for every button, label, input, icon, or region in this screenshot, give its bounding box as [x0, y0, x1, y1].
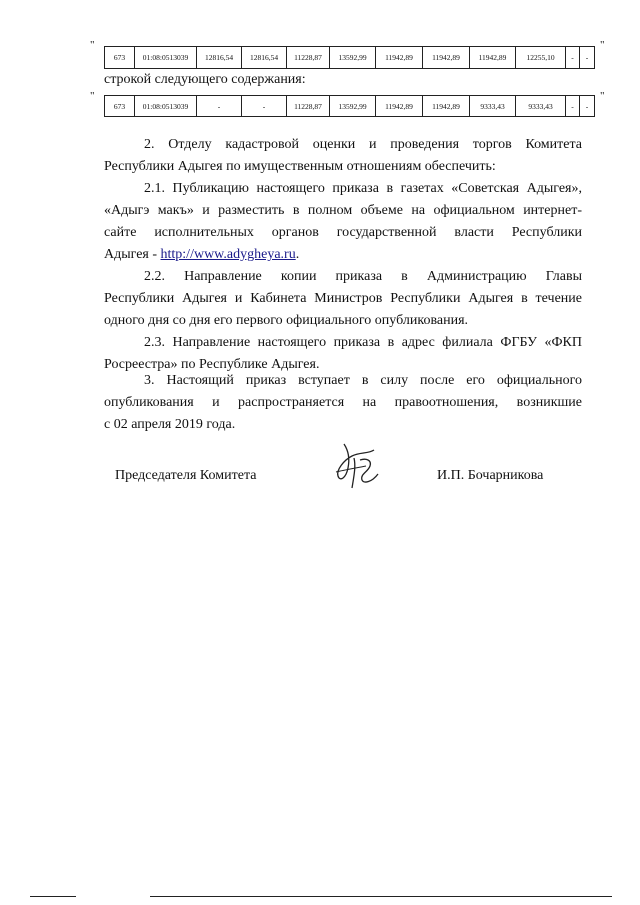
- cell-value: 12816,54: [242, 47, 287, 69]
- cell-cadastral-number: 01:08:0513039: [135, 96, 197, 117]
- section-2: [104, 134, 582, 376]
- paragraph-2-3-line: 2.3. Направление настоящего приказа в адрес филиала ФГБУ «ФКП: [144, 335, 582, 350]
- section-3-line: с 02 апреля 2019 года.: [104, 417, 236, 432]
- cell-value: 11228,87: [287, 47, 330, 69]
- cell-dash: -: [566, 96, 580, 117]
- open-quote-mark: ": [90, 39, 95, 51]
- cell-value: 9333,43: [470, 96, 516, 117]
- section-3-line: 3. Настоящий приказ вступает в силу после его официального: [144, 373, 582, 388]
- paragraph-2-2-line: Республики Адыгея и Кабинета Министров Республики Адыгея в течение: [104, 291, 582, 306]
- close-quote-mark: ": [600, 39, 605, 51]
- signatory-name: И.П. Бочарникова: [437, 468, 544, 483]
- cell-value: 12816,54: [197, 47, 242, 69]
- footer-rule: [30, 896, 76, 897]
- cell-value: 11942,89: [376, 96, 423, 117]
- cell-dash: -: [580, 47, 595, 69]
- cell-value: 12255,10: [516, 47, 566, 69]
- section-3-line: опубликования и распространяется на правоотношения, возникшие: [104, 395, 582, 410]
- handwritten-signature: [330, 436, 390, 496]
- footer-rule: [150, 896, 612, 897]
- table-row-new: [104, 95, 595, 117]
- cell-value: 11942,89: [376, 47, 423, 69]
- section-2-line: 2. Отделу кадастровой оценки и проведения торгов Комитета: [144, 137, 582, 152]
- paragraph-2-3-line: Росреестра» по Республике Адыгея.: [104, 357, 320, 372]
- section-2-line: Республики Адыгея по имущественным отношениям обеспечить:: [104, 159, 496, 174]
- paragraph-2-1-line: сайте исполнительных органов государственной власти Республики: [104, 225, 582, 240]
- open-quote-mark: ": [90, 90, 95, 102]
- signatory-title: Председателя Комитета: [115, 468, 257, 483]
- table-row-old: [104, 46, 595, 69]
- cell-value: 11942,89: [470, 47, 516, 69]
- paragraph-2-1-line: [104, 244, 582, 266]
- cell-value: 9333,43: [516, 96, 566, 117]
- cell-value: 13592,99: [330, 96, 376, 117]
- paragraph-2-2-line: одного дня со дня его первого официального опубликования.: [104, 313, 469, 328]
- section-3: [104, 370, 582, 436]
- cell-cadastral-number: 01:08:0513039: [135, 47, 197, 69]
- cell-number: 673: [105, 47, 135, 69]
- cell-value: 13592,99: [330, 47, 376, 69]
- cell-value: 11942,89: [423, 96, 470, 117]
- close-quote-mark: ": [600, 90, 605, 102]
- replacement-caption: строкой следующего содержания:: [104, 72, 306, 87]
- cell-value: -: [242, 96, 287, 117]
- paragraph-2-1-text: Адыгея -: [104, 247, 161, 262]
- cell-dash: -: [566, 47, 580, 69]
- paragraph-2-1-text: .: [295, 247, 300, 262]
- cell-number: 673: [105, 96, 135, 117]
- cell-value: -: [197, 96, 242, 117]
- cell-value: 11942,89: [423, 47, 470, 69]
- paragraph-2-1-line: «Адыгэ макъ» и разместить в полном объеме на официальном интернет-: [104, 203, 582, 218]
- cell-value: 11228,87: [287, 96, 330, 117]
- website-link[interactable]: http://www.adygheya.ru: [160, 247, 296, 262]
- paragraph-2-1-line: 2.1. Публикацию настоящего приказа в газетах «Советская Адыгея»,: [144, 181, 582, 196]
- cell-dash: -: [580, 96, 595, 117]
- paragraph-2-2-line: 2.2. Направление копии приказа в Администрацию Главы: [144, 269, 582, 284]
